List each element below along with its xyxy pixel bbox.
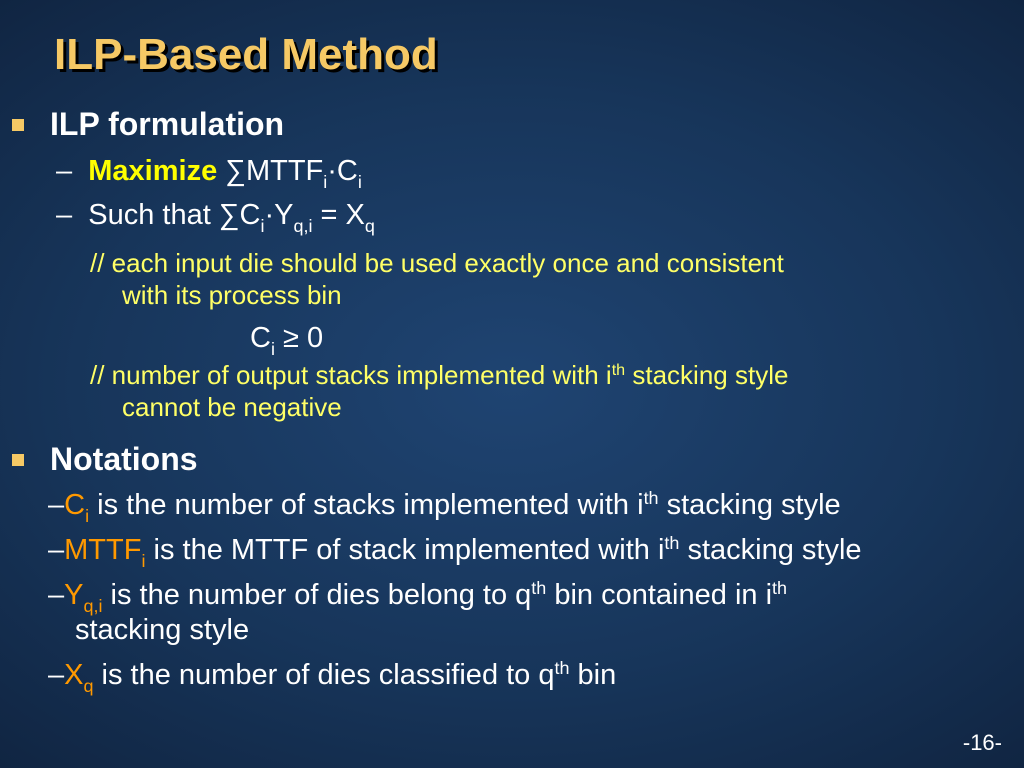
subscript: q,i	[83, 595, 103, 616]
subscript: i	[85, 505, 90, 526]
dash: –	[56, 155, 73, 187]
notation-text: is the number of dies belong to q	[102, 579, 532, 611]
subscript: q	[364, 215, 375, 236]
dash: –	[48, 659, 65, 691]
objective-expr: ∑MTTF	[217, 155, 324, 187]
notation-item	[48, 488, 841, 526]
comment-line: with its process bin	[122, 280, 342, 310]
comment-text: // number of output stacks implemented with i	[90, 360, 612, 390]
constraint-var: C	[250, 322, 271, 354]
dash: –	[48, 534, 65, 566]
superscript: th	[611, 361, 626, 380]
superscript: th	[643, 488, 659, 509]
subscript: i	[270, 338, 275, 359]
constraint-expr: = X	[312, 199, 365, 231]
maximize-keyword: Maximize	[88, 155, 218, 187]
subscript: i	[260, 215, 265, 236]
notation-text: is the number of stacks implemented with i	[89, 489, 644, 521]
objective-line	[56, 155, 362, 192]
comment-line	[90, 360, 788, 391]
comment-line: cannot be negative	[122, 392, 342, 422]
notation-item	[48, 533, 862, 571]
superscript: th	[664, 533, 680, 554]
bullet-square-icon	[12, 119, 24, 131]
constraint-expr: ·Y	[264, 199, 294, 231]
section-heading-notations: Notations	[50, 441, 198, 477]
superscript: th	[531, 578, 547, 599]
superscript: th	[772, 578, 788, 599]
page-number: -16-	[962, 730, 1002, 755]
notation-text: is the MTTF of stack implemented with i	[145, 534, 665, 566]
section-heading-formulation: ILP formulation	[50, 106, 285, 142]
dash: –	[48, 489, 65, 521]
dash: –	[48, 579, 65, 611]
comment-text: stacking style	[625, 360, 789, 390]
bullet-square-icon	[12, 454, 24, 466]
notation-item	[48, 578, 788, 616]
subscript: i	[357, 171, 362, 192]
notation-var: C	[64, 489, 86, 521]
notation-text: stacking style	[679, 534, 862, 566]
subscript: q,i	[293, 215, 313, 236]
comment-line: // each input die should be used exactly once and consistent	[90, 248, 784, 278]
constraint-expr: Such that ∑C	[88, 199, 261, 231]
slide-title: ILP-Based Method	[54, 30, 438, 79]
notation-text: is the number of dies classified to q	[93, 659, 555, 691]
notation-var: X	[64, 659, 84, 691]
constraint-line-1	[56, 199, 375, 236]
notation-item	[48, 658, 617, 696]
notation-text: bin contained in i	[546, 579, 773, 611]
dash: –	[56, 199, 73, 231]
constraint-expr: ≥ 0	[274, 322, 324, 354]
subscript: i	[141, 550, 146, 571]
notation-var: Y	[64, 579, 84, 611]
subscript: q	[83, 675, 94, 696]
subscript: i	[323, 171, 328, 192]
objective-expr: ·C	[327, 155, 358, 187]
superscript: th	[554, 658, 570, 679]
constraint-line-2	[250, 322, 324, 359]
notation-var: MTTF	[64, 534, 142, 566]
notation-text: bin	[569, 659, 617, 691]
notation-text: stacking style	[658, 489, 841, 521]
notation-item-continuation: stacking style	[75, 614, 250, 646]
